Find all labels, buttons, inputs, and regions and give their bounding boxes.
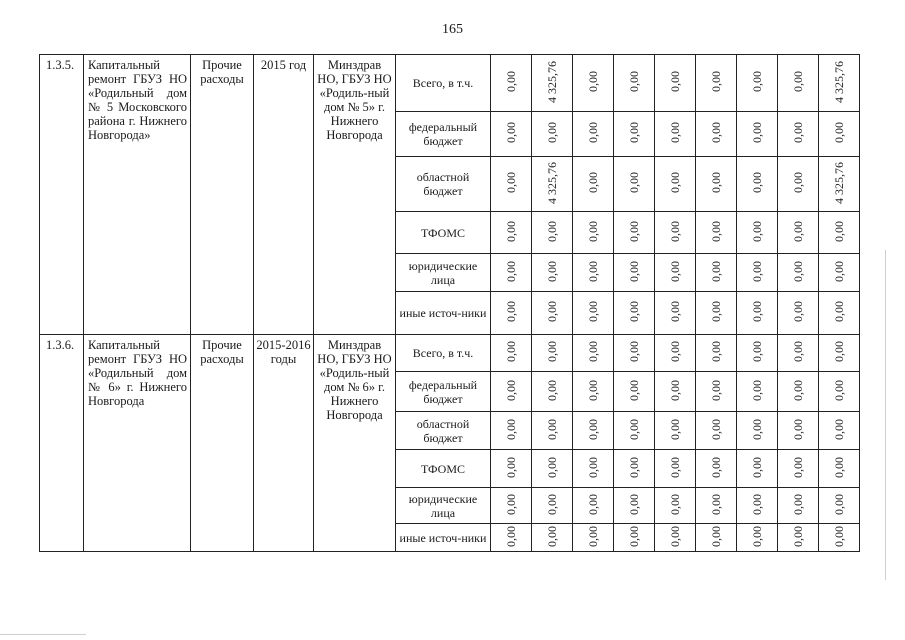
value-cell <box>737 412 778 450</box>
value-cell <box>573 524 614 552</box>
value-text: 0,00 <box>832 301 846 322</box>
value-text: 0,00 <box>791 260 805 282</box>
value-text: 0,00 <box>750 260 764 282</box>
value-text: 0,00 <box>504 418 518 440</box>
value-text: 0,00 <box>586 260 600 282</box>
value-text: 0,00 <box>586 525 600 547</box>
value-cell <box>819 254 860 292</box>
value-text: 0,00 <box>750 71 764 92</box>
value-text: 0,00 <box>586 418 600 440</box>
value-cell <box>573 450 614 488</box>
value-text: 0,00 <box>545 122 559 143</box>
value-text: 0,00 <box>504 220 518 242</box>
value-text: 0,00 <box>709 71 723 92</box>
value-cell <box>737 157 778 212</box>
value-text: 0,00 <box>832 341 846 362</box>
value-text: 0,00 <box>627 525 641 547</box>
value-cell <box>573 488 614 524</box>
value-text: 0,00 <box>668 122 682 143</box>
value-cell <box>532 524 573 552</box>
value-text: 0,00 <box>586 122 600 143</box>
value-cell <box>614 372 655 412</box>
value-cell <box>573 55 614 112</box>
value-cell <box>491 254 532 292</box>
value-cell <box>532 335 573 372</box>
value-text: 0,00 <box>668 341 682 362</box>
value-text: 0,00 <box>627 220 641 242</box>
value-text: 0,00 <box>791 220 805 242</box>
value-text: 0,00 <box>586 220 600 242</box>
funding-source: юридические лица <box>396 254 491 292</box>
value-text: 0,00 <box>750 456 764 478</box>
value-cell <box>696 55 737 112</box>
value-cell <box>778 372 819 412</box>
value-cell <box>655 112 696 157</box>
value-cell <box>819 55 860 112</box>
value-cell <box>819 450 860 488</box>
scan-bottom-line <box>0 634 86 635</box>
value-text: 0,00 <box>791 172 805 193</box>
value-text: 0,00 <box>791 493 805 515</box>
value-cell <box>491 212 532 254</box>
value-cell <box>491 450 532 488</box>
funding-source: ТФОМС <box>396 450 491 488</box>
value-text: 0,00 <box>668 220 682 242</box>
value-cell <box>573 372 614 412</box>
value-text: 0,00 <box>668 301 682 322</box>
value-cell <box>573 292 614 335</box>
value-text: 0,00 <box>709 341 723 362</box>
value-cell <box>737 254 778 292</box>
value-text: 0,00 <box>504 71 518 92</box>
value-cell <box>819 157 860 212</box>
value-text: 0,00 <box>791 301 805 322</box>
value-cell <box>532 450 573 488</box>
value-text: 0,00 <box>791 71 805 92</box>
value-cell <box>491 335 532 372</box>
value-cell <box>778 292 819 335</box>
value-cell <box>614 335 655 372</box>
value-text: 0,00 <box>750 341 764 362</box>
value-cell <box>696 112 737 157</box>
value-cell <box>819 335 860 372</box>
value-cell <box>532 372 573 412</box>
value-cell <box>655 372 696 412</box>
value-cell <box>778 157 819 212</box>
value-cell <box>614 524 655 552</box>
value-cell <box>532 488 573 524</box>
value-cell <box>491 488 532 524</box>
value-text: 0,00 <box>709 122 723 143</box>
value-text: 0,00 <box>627 341 641 362</box>
value-cell <box>696 212 737 254</box>
value-text: 0,00 <box>750 172 764 193</box>
value-text: 0,00 <box>627 172 641 193</box>
value-text: 0,00 <box>668 172 682 193</box>
value-cell <box>491 157 532 212</box>
value-cell <box>573 412 614 450</box>
value-text: 0,00 <box>586 493 600 515</box>
funding-source: федеральный бюджет <box>396 372 491 412</box>
value-text: 0,00 <box>668 260 682 282</box>
value-cell <box>491 112 532 157</box>
value-cell <box>614 450 655 488</box>
value-cell <box>696 292 737 335</box>
value-text: 0,00 <box>627 260 641 282</box>
value-text: 0,00 <box>545 301 559 322</box>
value-text: 0,00 <box>832 220 846 242</box>
value-text: 0,00 <box>709 379 723 401</box>
value-text: 0,00 <box>832 260 846 282</box>
value-text: 0,00 <box>545 456 559 478</box>
value-cell <box>696 412 737 450</box>
value-cell <box>491 292 532 335</box>
value-cell <box>778 488 819 524</box>
value-text: 0,00 <box>791 341 805 362</box>
value-text: 0,00 <box>545 341 559 362</box>
value-text: 0,00 <box>586 172 600 193</box>
value-cell <box>491 412 532 450</box>
value-text: 0,00 <box>832 418 846 440</box>
implementation-years: 2015 год <box>254 55 314 335</box>
value-text: 0,00 <box>504 493 518 515</box>
value-cell <box>737 524 778 552</box>
value-cell <box>778 524 819 552</box>
value-cell <box>819 488 860 524</box>
executor: Минздрав НО, ГБУЗ НО «Родиль-ный дом № 6» г. Нижнего Новгорода <box>314 335 396 552</box>
scan-margin-line <box>885 250 886 580</box>
value-text: 0,00 <box>504 379 518 401</box>
value-text: 4 325,76 <box>545 60 559 103</box>
value-cell <box>696 488 737 524</box>
value-text: 0,00 <box>627 122 641 143</box>
value-text: 0,00 <box>627 379 641 401</box>
value-cell <box>655 412 696 450</box>
item-number: 1.3.5. <box>40 55 84 335</box>
value-text: 0,00 <box>750 220 764 242</box>
value-cell <box>655 488 696 524</box>
value-text: 0,00 <box>668 456 682 478</box>
value-text: 0,00 <box>504 260 518 282</box>
value-text: 0,00 <box>750 418 764 440</box>
value-cell <box>696 254 737 292</box>
value-cell <box>655 254 696 292</box>
value-text: 0,00 <box>586 71 600 92</box>
value-cell <box>614 254 655 292</box>
funding-source: областной бюджет <box>396 412 491 450</box>
value-text: 0,00 <box>627 493 641 515</box>
value-cell <box>573 212 614 254</box>
item-name: Капитальный ремонт ГБУЗ НО «Родильный дом № 5 Московского района г. Нижнего Новгорода» <box>84 55 191 335</box>
item-name: Капитальный ремонт ГБУЗ НО «Родильный дом № 6» г. Нижнего Новгорода <box>84 335 191 552</box>
value-text: 0,00 <box>832 525 846 547</box>
value-cell <box>778 212 819 254</box>
value-cell <box>614 212 655 254</box>
value-cell <box>737 292 778 335</box>
value-text: 0,00 <box>709 260 723 282</box>
value-text: 0,00 <box>504 525 518 547</box>
value-text: 0,00 <box>750 379 764 401</box>
funding-source: ТФОМС <box>396 212 491 254</box>
value-cell <box>696 157 737 212</box>
page-number: 165 <box>442 22 463 37</box>
value-text: 0,00 <box>668 493 682 515</box>
value-cell <box>532 212 573 254</box>
value-cell <box>819 524 860 552</box>
value-cell <box>737 372 778 412</box>
value-text: 0,00 <box>750 525 764 547</box>
value-cell <box>778 412 819 450</box>
value-cell <box>737 488 778 524</box>
value-text: 4 325,76 <box>545 161 559 204</box>
funding-source: областной бюджет <box>396 157 491 212</box>
value-text: 0,00 <box>832 379 846 401</box>
value-cell <box>573 112 614 157</box>
value-text: 0,00 <box>668 525 682 547</box>
value-cell <box>778 335 819 372</box>
value-cell <box>737 450 778 488</box>
value-text: 0,00 <box>832 456 846 478</box>
value-text: 0,00 <box>668 418 682 440</box>
funding-source: иные источ-ники <box>396 292 491 335</box>
value-text: 0,00 <box>668 71 682 92</box>
value-cell <box>737 55 778 112</box>
value-cell <box>573 157 614 212</box>
value-cell <box>532 292 573 335</box>
value-text: 0,00 <box>545 418 559 440</box>
funding-source: Всего, в т.ч. <box>396 335 491 372</box>
value-cell <box>655 524 696 552</box>
value-text: 0,00 <box>586 301 600 322</box>
value-text: 0,00 <box>709 418 723 440</box>
value-text: 0,00 <box>791 122 805 143</box>
value-cell <box>819 212 860 254</box>
value-text: 0,00 <box>791 456 805 478</box>
value-text: 0,00 <box>832 493 846 515</box>
value-text: 0,00 <box>791 418 805 440</box>
value-cell <box>819 372 860 412</box>
value-text: 0,00 <box>709 456 723 478</box>
value-text: 0,00 <box>709 301 723 322</box>
value-cell <box>573 335 614 372</box>
value-text: 0,00 <box>627 418 641 440</box>
value-cell <box>532 55 573 112</box>
value-cell <box>491 372 532 412</box>
funding-source: федеральный бюджет <box>396 112 491 157</box>
value-cell <box>532 112 573 157</box>
value-cell <box>491 55 532 112</box>
value-text: 0,00 <box>504 341 518 362</box>
value-cell <box>696 450 737 488</box>
value-text: 0,00 <box>750 122 764 143</box>
value-cell <box>778 254 819 292</box>
value-cell <box>778 450 819 488</box>
value-text: 0,00 <box>668 379 682 401</box>
value-text: 4 325,76 <box>832 161 846 204</box>
expense-type: Прочие расходы <box>191 335 254 552</box>
value-text: 0,00 <box>750 493 764 515</box>
value-cell <box>819 412 860 450</box>
executor: Минздрав НО, ГБУЗ НО «Родиль-ный дом № 5» г. Нижнего Новгорода <box>314 55 396 335</box>
value-text: 0,00 <box>832 122 846 143</box>
value-cell <box>696 524 737 552</box>
value-cell <box>614 55 655 112</box>
value-text: 0,00 <box>709 172 723 193</box>
value-text: 0,00 <box>545 525 559 547</box>
value-text: 0,00 <box>545 379 559 401</box>
table-row <box>40 55 860 112</box>
value-text: 0,00 <box>504 456 518 478</box>
value-cell <box>614 112 655 157</box>
funding-source: юридические лица <box>396 488 491 524</box>
value-text: 0,00 <box>545 493 559 515</box>
value-cell <box>655 212 696 254</box>
value-cell <box>491 524 532 552</box>
value-cell <box>696 335 737 372</box>
value-cell <box>737 112 778 157</box>
value-text: 0,00 <box>627 71 641 92</box>
value-cell <box>614 412 655 450</box>
funding-source: иные источ-ники <box>396 524 491 552</box>
value-cell <box>532 254 573 292</box>
implementation-years: 2015-2016 годы <box>254 335 314 552</box>
value-cell <box>737 335 778 372</box>
value-cell <box>819 292 860 335</box>
value-cell <box>778 112 819 157</box>
value-cell <box>819 112 860 157</box>
value-cell <box>737 212 778 254</box>
value-text: 0,00 <box>504 122 518 143</box>
expense-type: Прочие расходы <box>191 55 254 335</box>
value-cell <box>614 157 655 212</box>
value-cell <box>778 55 819 112</box>
value-cell <box>532 157 573 212</box>
value-text: 0,00 <box>627 456 641 478</box>
value-text: 0,00 <box>586 456 600 478</box>
value-text: 0,00 <box>791 379 805 401</box>
value-text: 0,00 <box>504 172 518 193</box>
value-text: 0,00 <box>791 525 805 547</box>
budget-table <box>39 54 860 552</box>
item-number: 1.3.6. <box>40 335 84 552</box>
value-cell <box>655 450 696 488</box>
value-cell <box>655 335 696 372</box>
value-text: 4 325,76 <box>832 60 846 103</box>
value-text: 0,00 <box>545 220 559 242</box>
value-text: 0,00 <box>586 379 600 401</box>
value-cell <box>573 254 614 292</box>
value-text: 0,00 <box>709 220 723 242</box>
value-cell <box>696 372 737 412</box>
value-cell <box>614 488 655 524</box>
value-cell <box>614 292 655 335</box>
value-cell <box>655 157 696 212</box>
table-row <box>40 335 860 372</box>
value-cell <box>655 55 696 112</box>
value-text: 0,00 <box>586 341 600 362</box>
funding-source: Всего, в т.ч. <box>396 55 491 112</box>
value-text: 0,00 <box>504 301 518 322</box>
value-text: 0,00 <box>709 493 723 515</box>
value-cell <box>655 292 696 335</box>
value-cell <box>532 412 573 450</box>
value-text: 0,00 <box>627 301 641 322</box>
value-text: 0,00 <box>709 525 723 547</box>
value-text: 0,00 <box>545 260 559 282</box>
value-text: 0,00 <box>750 301 764 322</box>
